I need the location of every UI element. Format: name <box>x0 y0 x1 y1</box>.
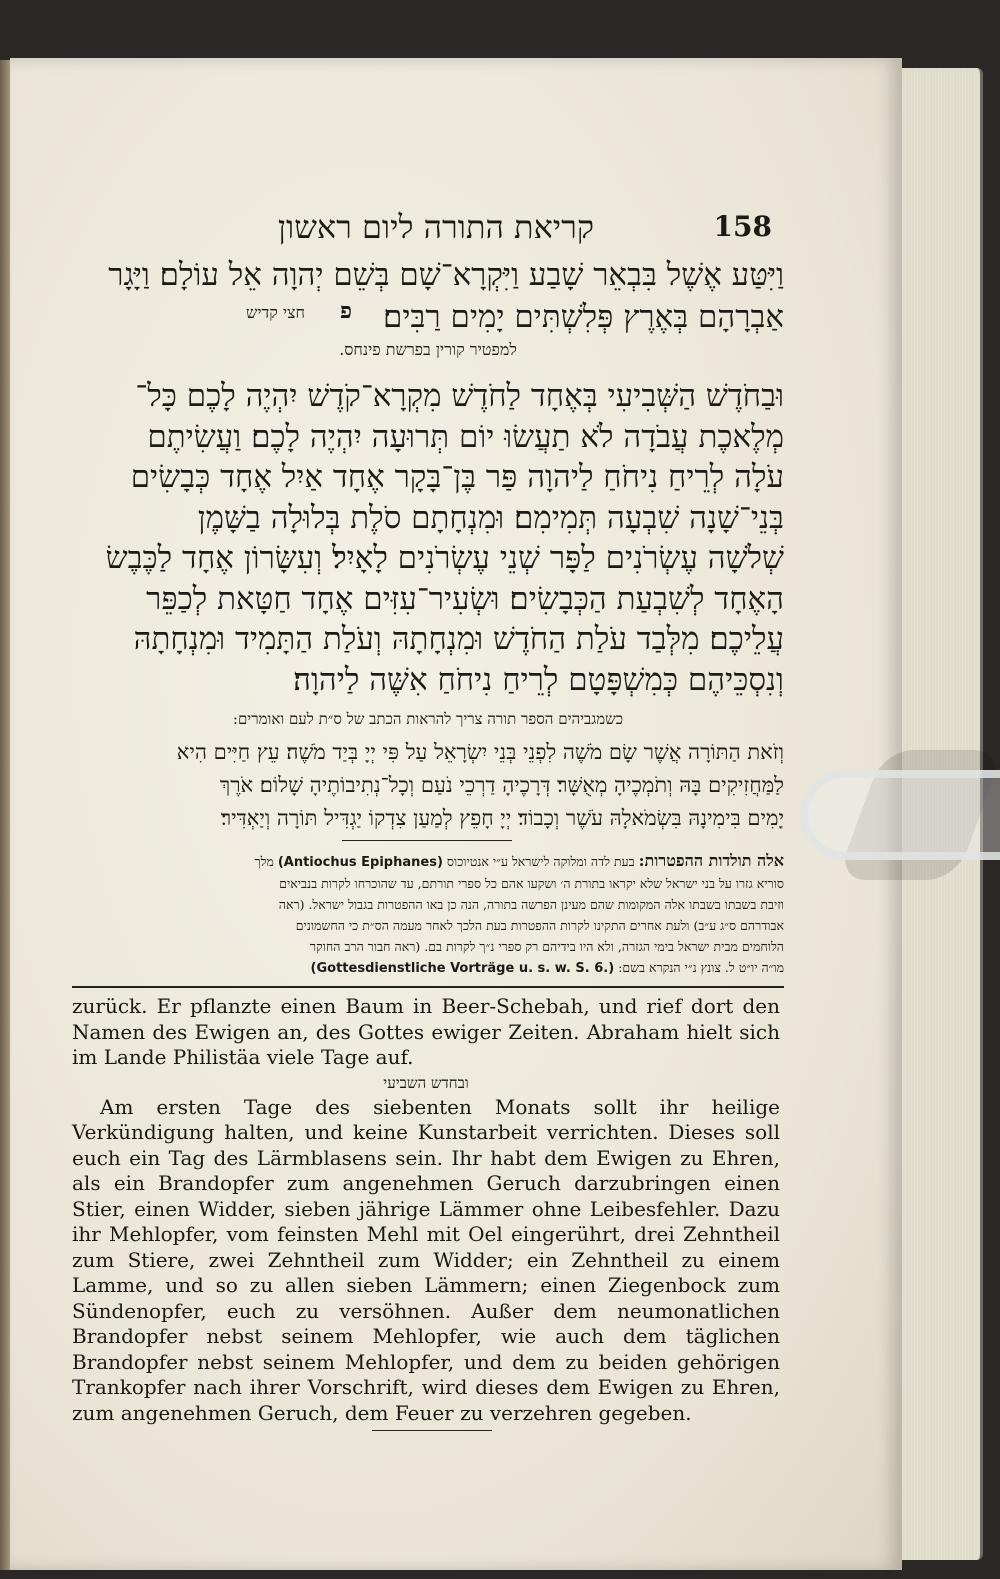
footnote-line: וזיבת בשבתו בשבתו אלה המקומות שהם מעינן הפרשה בתורה, הנה כן באו ההפטרות בגבול ישראל. (ראה <box>278 897 784 912</box>
vezot-hatorah-block <box>72 736 784 835</box>
hebrew-line: בְּנֵי־שָׁנָה שִׁבְעָה תְּמִימִם׃ וּמִנְחָתָם סֹלֶת בְּלוּלָה בַשָּׁמֶן <box>197 499 784 536</box>
clip-body <box>800 770 1000 860</box>
book-scan <box>0 30 1000 1550</box>
footnote-latin: (Antiochus Epiphanes) <box>277 855 443 870</box>
footnote-divider <box>342 840 512 841</box>
page-header <box>72 210 784 250</box>
end-rule <box>372 1430 492 1431</box>
footnote-title: אלה תולדות ההפטרות: <box>638 851 784 870</box>
section-heading: ובחדש השביעי <box>383 1073 469 1092</box>
page-clip <box>800 770 1000 860</box>
footnote-latin: (Gottesdienstliche Vorträge u. s. w. S. 6.) <box>310 961 615 976</box>
maftir-note: למפטיר קורין בפרשת פינחס. <box>339 340 517 359</box>
hebrew-top-block <box>72 254 784 338</box>
footnote-line-last <box>72 957 784 979</box>
parasha-mark: פ <box>340 298 352 324</box>
vezot-line: לַמַּחֲזִיקִים בָּהּ וְתֹמְכֶיהָ מְאֻשָּׁר׃ דְּרָכֶיהָ דַרְכֵי נֹעַם וְכָל־נְתִיבוֹתֶיהָ שָׁלוֹם׃ אֹרֶךְ <box>219 773 784 797</box>
footnote-line: הלוחמים מבית ישראל בימי הגזרה, ולא היו בידיהם רק ספרי נ״ך לקרות בם. (ראה חבור הרב החוקר <box>309 939 784 954</box>
footnote-text: מלך <box>254 854 274 869</box>
translation-divider <box>72 986 784 988</box>
hebrew-line: שְׁלֹשָׁה עֶשְׂרֹנִים לַפָּר שְׁנֵי עֶשְׂרֹנִים לָאָיִל׃ וְעִשָּׂרוֹן אֶחָד לַכֶּבֶשׂ <box>105 540 784 576</box>
hebrew-line: וַיִּטַּע אֶשֶׁל בִּבְאֵר שָׁבַע וַיִּקְרָא־שָׁם בְּשֵׁם יְהוָה אֵל עוֹלָם׃ וַיָּגָר <box>108 257 784 293</box>
footnote-text: בעת לדה ומלוקה לישראל ע״י אנטיוכוס <box>446 854 635 869</box>
hebrew-line: הָאֶחָד לְשִׁבְעַת הַכְּבָשִׂים׃ וּשְׂעִיר־עִזִּים אֶחָד חַטָּאת לְכַפֵּר <box>146 580 784 617</box>
footnote-block <box>72 850 784 979</box>
half-kaddish-label: חצי קדיש <box>246 303 305 322</box>
pause-marker <box>112 298 352 324</box>
hebrew-main-block <box>72 376 784 700</box>
vezot-line: וְזֹאת הַתּוֹרָה אֲשֶׁר שָׂם מֹשֶׁה לִפְנֵי בְּנֵי יִשְׂרָאֵל עַל פִּי יְיָ בְּיַד מֹשֶׁה׃ עֵץ חַיִּים הִיא <box>176 740 784 764</box>
hebrew-line: עֹלָה לְרֵיחַ נִיחֹחַ לַיהוָה פַּר בֶּן־בָּקָר אֶחָד אַיִל אֶחָד כְּבָשִׂים <box>130 459 784 495</box>
hebrew-line: מְלֶאכֶת עֲבֹדָה לֹא תַעֲשׂוּ יוֹם תְּרוּעָה יִהְיֶה לָכֶם׃ וַעֲשִׂיתֶם <box>147 418 784 455</box>
footnote-text: מו״ה יו״ט ל. צונץ נ״י הנקרא בשם: <box>618 960 784 975</box>
hebrew-line: אַבְרָהָם בְּאֶרֶץ פְּלִשְׁתִּים יָמִים רַבִּים׃ <box>383 299 784 335</box>
vezot-line: יָמִים בִּימִינָהּ בִּשְׂמֹאלָהּ עֹשֶׁר וְכָבוֹד׃ יְיָ חָפֵץ לְמַעַן צִדְקוֹ יַגְדִּיל תּוֹרָה וְיַאְדִּיר׃ <box>220 806 784 830</box>
book-page <box>10 58 902 1570</box>
german-translation <box>72 994 780 1426</box>
footnote-line: סוריא גזרו על בני ישראל שלא יקראו בתורת ה׳ ושקעו אהם כל ספרי תורתם, עד שהוכרחו לקרות בנביאים <box>279 876 784 891</box>
running-title: קריאת התורה ליום ראשון <box>277 208 594 246</box>
german-paragraph: Am ersten Tage des siebenten Monats sollt ihr heilige Verkündigung halten, und keine Kunstarbeit verrichten. Dieses soll euch ein Tag des Lärmblasens sein. Ihr habt dem Ewigen zu Ehren, als ein Brandopfer zum angenehmen Geruch darzubringen einen Stier, einen Widder, sieben jährige Lämmer ohne Leibesfehler. Dazu ihr Mehlopfer, vom feinsten Mehl mit Oel eingerührt, drei Zehntheil zum Stiere, zwei Zehntheil zum Widder; ein Zehntheil zu einem Lamme, und so zu allen sieben Lämmern; einen Ziegenbock zum Sündenopfer, euch zu versöhnen. Außer dem neumonatlichen Brandopfer nebst seinem Mehlopfer, wie auch dem täglichen Brandopfer nebst seinem Mehlopfer, und dem zu beiden gehörigen Trankopfer nach ihrer Vorschrift, wird dieses dem Ewigen zu Ehren, zum angenehmen Geruch, dem Feuer zu verzehren gegeben. <box>72 1094 780 1425</box>
footnote-line-1 <box>72 850 784 873</box>
hebrew-line: וּבַחֹדֶשׁ הַשְּׁבִיעִי בְּאֶחָד לַחֹדֶשׁ מִקְרָא־קֹדֶשׁ יִהְיֶה לָכֶם כָּל־ <box>135 378 784 414</box>
footnote-line: אבודרהם ס״ג ע״ב) ולעת אחרים התקינו לקרות ההפטרות בעת הלכך לאחר מעמה הס״ת כי החשמונים <box>295 918 784 933</box>
german-paragraph: zurück. Er pflanzte einen Baum in Beer-Schebah, und rief dort den Namen des Ewigen an, des Gottes ewiger Zeiten. Abraham hielt sich im Lande Philistäa viele Tage auf. <box>72 994 780 1069</box>
page-number: 158 <box>713 210 772 243</box>
ritual-note: כשמגביהים הספר תורה צריך להראות הכתב של ס״ת לעם ואומרים: <box>232 710 624 728</box>
hebrew-line: עֲלֵיכֶם׃ מִלְּבַד עֹלַת הַחֹדֶשׁ וּמִנְחָתָהּ וְעֹלַת הַתָּמִיד וּמִנְחָתָהּ <box>133 621 784 657</box>
hebrew-line: וְנִסְכֵּיהֶם כְּמִשְׁפָּטָם לְרֵיחַ נִיחֹחַ אִשֶּׁה לַיהוָה׃ <box>293 661 784 698</box>
